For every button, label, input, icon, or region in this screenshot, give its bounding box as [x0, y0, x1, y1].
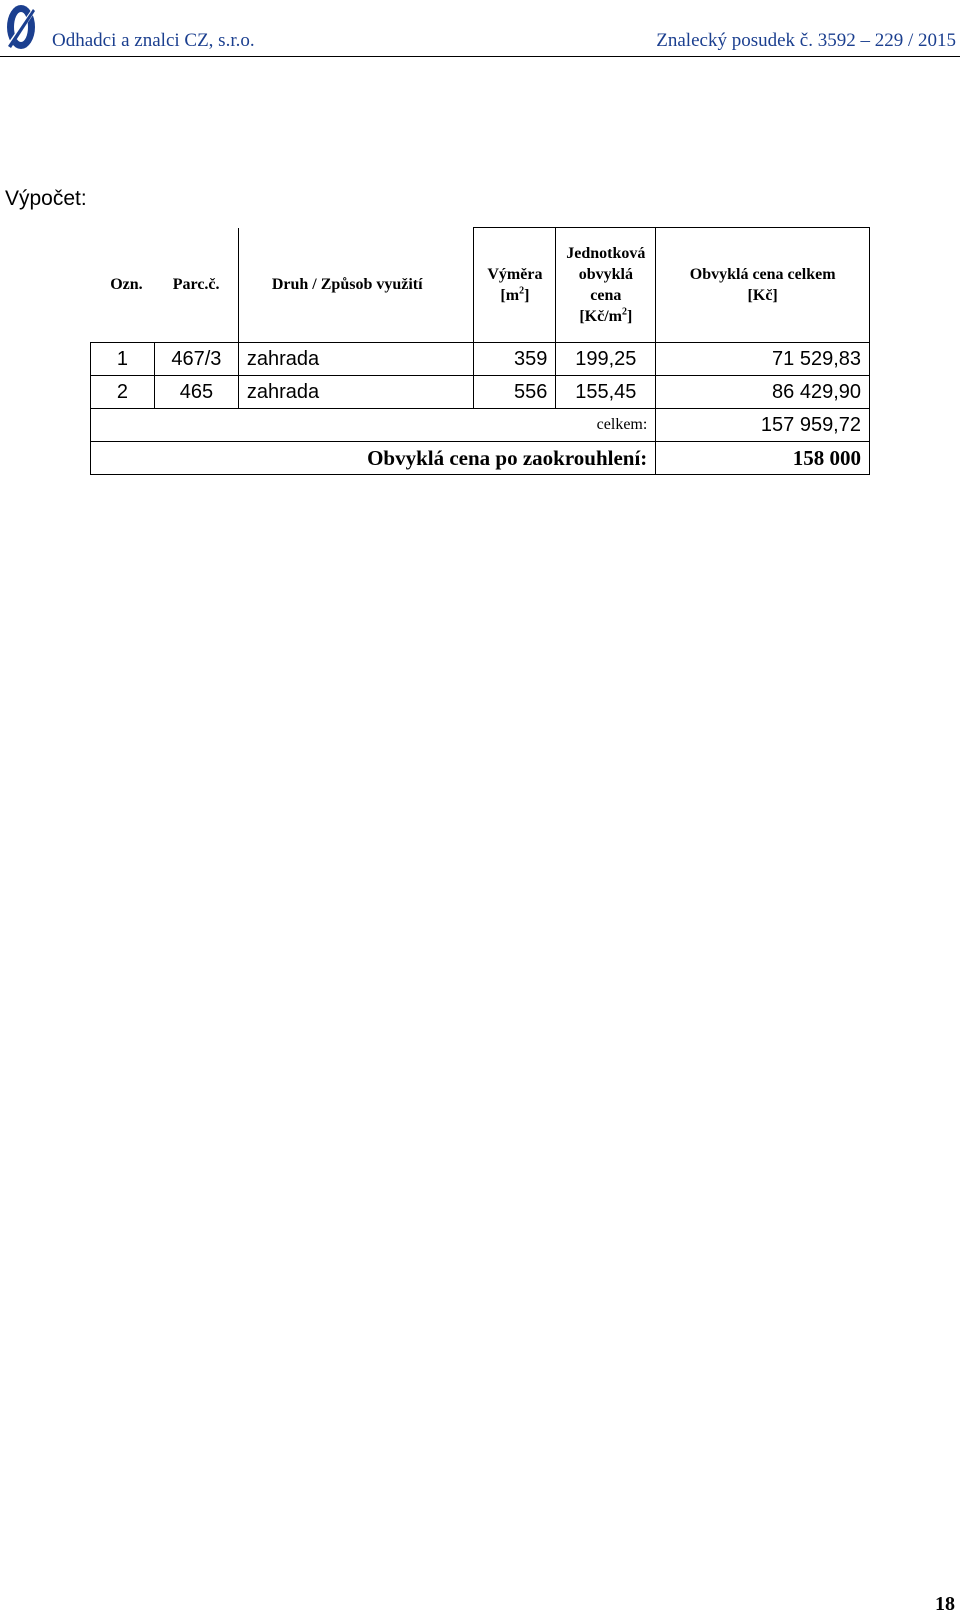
rounded-label: Obvyklá cena po zaokrouhlení: [91, 442, 656, 475]
page-header [0, 0, 960, 58]
cell-vymera: 359 [474, 343, 556, 376]
table-header-row [91, 228, 870, 343]
header-vymera-unit-end: ] [524, 287, 530, 304]
header-jednotkova-line2: obvyklá [578, 266, 633, 283]
rounded-value: 158 000 [656, 442, 870, 475]
rounded-row [91, 442, 870, 475]
section-title: Výpočet: [5, 187, 87, 210]
header-vymera-unit-exp: 2 [519, 285, 525, 297]
table-row [91, 376, 870, 409]
cell-vymera: 556 [474, 376, 556, 409]
total-row [91, 409, 870, 442]
company-logo-icon [4, 2, 38, 52]
column-header-jednotkova [556, 228, 656, 343]
column-header-celkem [656, 228, 870, 343]
header-vymera-label: Výměra [487, 266, 543, 283]
header-jednotkova-unit-base: [Kč/m [579, 308, 622, 325]
cell-parc: 467/3 [154, 343, 238, 376]
valuation-table [90, 227, 870, 475]
page-number: 18 [935, 1593, 955, 1615]
cell-parc: 465 [154, 376, 238, 409]
cell-celkem: 71 529,83 [656, 343, 870, 376]
header-vymera-unit-base: [m [500, 287, 520, 304]
column-header-druh [238, 228, 474, 343]
header-celkem-line2: [Kč] [747, 287, 778, 304]
header-divider [0, 56, 960, 57]
column-header-ozn [91, 228, 155, 343]
header-parc-label: Parc.č. [172, 275, 220, 293]
total-label: celkem: [91, 409, 656, 442]
cell-ozn: 1 [91, 343, 155, 376]
cell-jednotkova: 155,45 [556, 376, 656, 409]
cell-druh: zahrada [238, 376, 474, 409]
cell-ozn: 2 [91, 376, 155, 409]
company-name: Odhadci a znalci CZ, s.r.o. [52, 30, 255, 51]
total-value: 157 959,72 [656, 409, 870, 442]
header-jednotkova-line3: cena [590, 287, 622, 304]
header-ozn-label: Ozn. [110, 275, 143, 293]
cell-celkem: 86 429,90 [656, 376, 870, 409]
cell-druh: zahrada [238, 343, 474, 376]
column-header-vymera [474, 228, 556, 343]
header-jednotkova-unit-exp: 2 [622, 306, 627, 318]
table-row [91, 343, 870, 376]
header-jednotkova-unit-end: ] [627, 308, 633, 325]
header-jednotkova-line1: Jednotková [566, 245, 646, 262]
header-druh-label: Druh / Způsob využití [271, 275, 423, 293]
header-celkem-line1: Obvyklá cena celkem [689, 266, 836, 283]
column-header-parc [154, 228, 238, 343]
document-reference: Znalecký posudek č. 3592 – 229 / 2015 [656, 30, 956, 51]
cell-jednotkova: 199,25 [556, 343, 656, 376]
